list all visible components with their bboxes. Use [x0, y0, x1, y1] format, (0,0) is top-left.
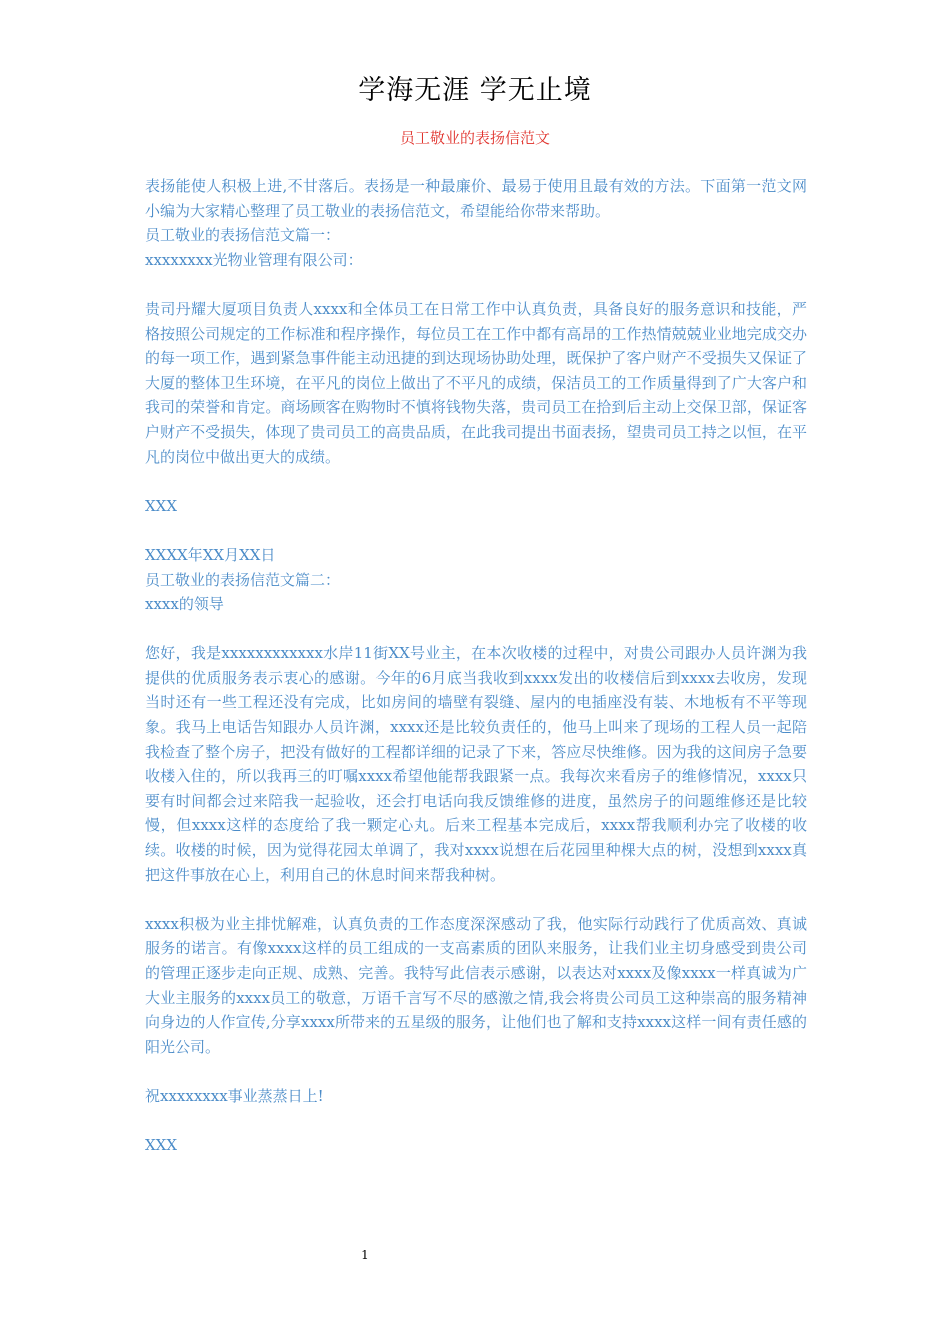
part2-body-paragraph-1: 您好，我是xxxxxxxxxxxx水岸11街XX号业主，在本次收楼的过程中，对贵公司跟办人员许渊为我提供的优质服务表示衷心的感谢。今年的6月底当我收到xxxx发出的收楼信后到xxxx去收房，发现当时还有一些工程还没有完成，比如房间的墙壁有裂缝、屋内的电插座没有装、木地板有不平等现象。我马上电话告知跟办人员许渊，xxxx还是比较负责任的，他马上叫来了现场的工程人员一起陪我检查了整个房子，把没有做好的工程都详细的记录了下来，答应尽快维修。因为我的这间房子急要收楼入住的，所以我再三的叮嘱xxxx希望他能帮我跟紧一点。我每次来看房子的维修情况，xxxx只要有时间都会过来陪我一起验收，还会打电话向我反馈维修的进度，虽然房子的问题维修还是比较慢，但xxxx这样的态度给了我一颗定心丸。后来工程基本完成后，xxxx帮我顺利办完了收楼的收续。收楼的时候，因为觉得花园太单调了，我对xxxx说想在后花园里种棵大点的树，没想到xxxx真把这件事放在心上，利用自己的休息时间来帮我种树。: [145, 644, 807, 884]
part1-body-paragraph: 贵司丹耀大厦项目负责人xxxx和全体员工在日常工作中认真负责，具备良好的服务意识和技能，严格按照公司规定的工作标准和程序操作，每位员工在工作中都有高昂的工作热情兢兢业业地完成交办的每一项工作，遇到紧急事件能主动迅捷的到达现场协助处理，既保护了客户财产不受损失又保证了大厦的整体卫生环境，在平凡的岗位上做出了不平凡的成绩，保洁员工的工作质量得到了广大客户和我司的荣誉和肯定。商场顾客在购物时不慎将钱物失落，贵司员工在拾到后主动上交保卫部，保证客户财产不受损失，体现了贵司员工的高贵品质，在此我司提出书面表扬，望贵司员工持之以恒，在平凡的岗位中做出更大的成绩。: [145, 299, 807, 466]
blank-line: [145, 469, 807, 494]
blank-line: [145, 518, 807, 543]
part2-closing: 祝xxxxxxxx事业蒸蒸日上!: [145, 1086, 324, 1105]
intro-paragraph: 表扬能使人积极上进,不甘落后。表扬是一种最廉价、最易于使用且最有效的方法。下面第一范文网小编为大家精心整理了员工敬业的表扬信范文，希望能给你带来帮助。: [145, 177, 807, 220]
document-body: [145, 174, 807, 1158]
part1-date: XXXX年XX月XX日: [145, 545, 276, 564]
part2-salutation: xxxx的领导: [145, 595, 224, 614]
blank-line: [145, 1059, 807, 1084]
part1-salutation: xxxxxxxx光物业管理有限公司：: [145, 250, 363, 269]
blank-line: [145, 1109, 807, 1134]
part2-heading: 员工敬业的表扬信范文篇二：: [145, 570, 341, 589]
part1-signature: XXX: [145, 496, 178, 515]
part2-signature: XXX: [145, 1136, 178, 1155]
page-number: 1: [361, 1248, 369, 1262]
part2-body-paragraph-2: xxxx积极为业主排忧解难，认真负责的工作态度深深感动了我，他实际行动践行了优质高效、真诚服务的诺言。有像xxxx这样的员工组成的一支高素质的团队来服务，让我们业主切身感受到贵公司的管理正逐步走向正规、成熟、完善。我特写此信表示感谢，以表达对xxxx及像xxxx一样真诚为广大业主服务的xxxx员工的敬意，万语千言写不尽的感激之情,我会将贵公司员工这种崇高的服务精神向身边的人作宣传,分享xxxx所带来的五星级的服务，让他们也了解和支持xxxx这样一间有责任感的阳光公司。: [145, 914, 807, 1056]
part1-heading: 员工敬业的表扬信范文篇一：: [145, 226, 341, 245]
blank-line: [145, 617, 807, 642]
blank-line: [145, 272, 807, 297]
document-title: 员工敬业的表扬信范文: [399, 129, 550, 147]
blank-line: [145, 887, 807, 912]
page-header-title: 学海无涯 学无止境: [358, 75, 592, 106]
